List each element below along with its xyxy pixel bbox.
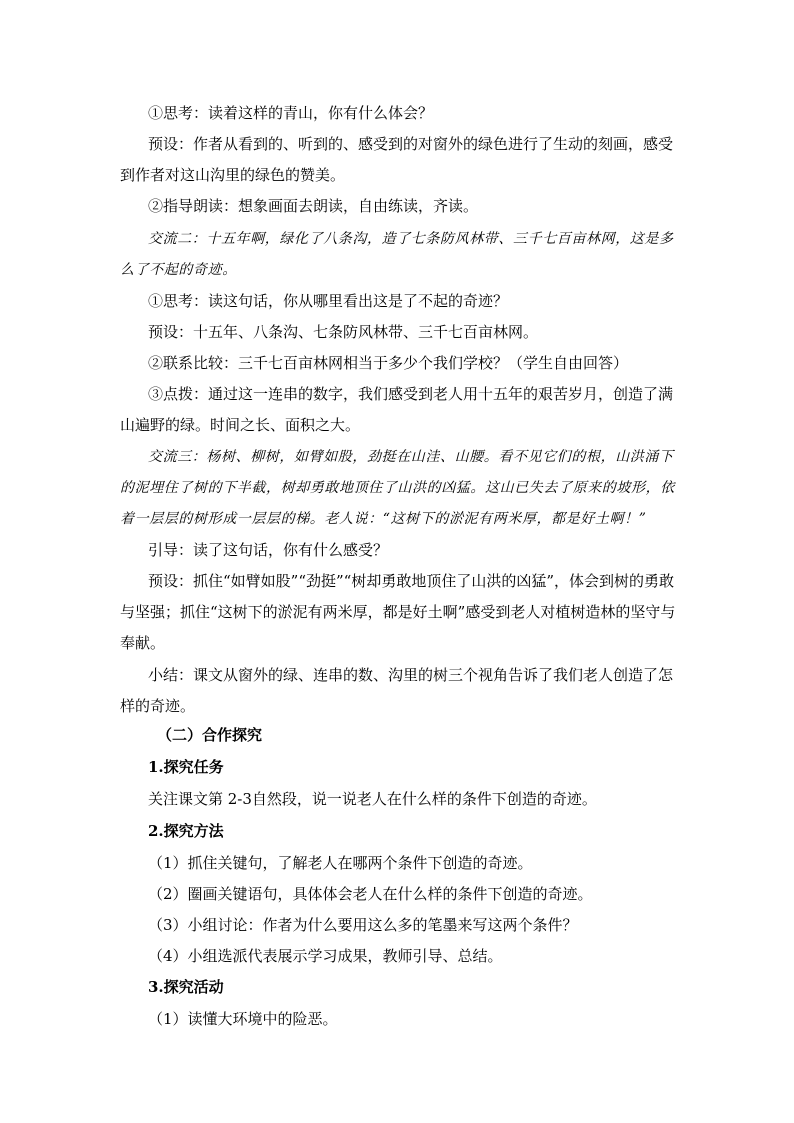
paragraph-exchange-2: 交流二：十五年啊，绿化了八条沟，造了七条防风林带、三千七百亩林网，这是多么了不起的奇迹。 — [120, 231, 674, 278]
paragraph-guide-reading: ②指导朗读：想象画面去朗读，自由练读，齐读。 — [148, 197, 479, 215]
task-text: 关注课文第 2-3自然段，说一说老人在什么样的条件下创造的奇迹。 — [148, 790, 597, 808]
paragraph-preset-2: 预设：十五年、八条沟、七条防风林带、三千七百亩林网。 — [148, 323, 539, 341]
paragraph-think-1: ①思考：读着这样的青山，你有什么体会？ — [148, 104, 434, 122]
method-item-2: （2）圈画关键语句，具体体会老人在什么样的条件下创造的奇迹。 — [148, 885, 593, 903]
paragraph-think-2: ①思考：读这句话，你从哪里看出这是了不起的奇迹？ — [148, 292, 509, 310]
paragraph-guide: 引导：读了这句话，你有什么感受？ — [148, 541, 389, 559]
activity-item-1: （1）读懂大环境中的险恶。 — [148, 1010, 338, 1028]
paragraph-summary: 小结：课文从窗外的绿、连串的数、沟里的树三个视角告诉了我们老人创造了怎样的奇迹。 — [120, 666, 674, 715]
method-heading: 2.探究方法 — [148, 822, 224, 840]
method-item-1: （1）抓住关键句，了解老人在哪两个条件下创造的奇迹。 — [148, 854, 533, 872]
paragraph-preset-3: 预设：抓住“如臂如股”“劲挺”“树却勇敢地顶住了山洪的凶猛”，体会到树的勇敢与坚强；抓住“这树下的淤泥有两米厚，都是好土啊”感受到老人对植树造林的坚守与奉献。 — [120, 572, 676, 652]
paragraph-exchange-3: 交流三：杨树、柳树，如臂如股，劲挺在山洼、山腰。看不见它们的根，山洪涌下的泥埋住了树的下半截，树却勇敢地顶住了山洪的凶猛。这山已失去了原来的坡形，依着一层层的树形成一层层的梯。老人说：“这树下的淤泥有两米厚，都是好土啊！” — [120, 449, 675, 527]
activity-heading: 3.探究活动 — [148, 978, 224, 996]
paragraph-compare: ②联系比较：三千七百亩林网相当于多少个我们学校？（学生自由回答） — [148, 354, 629, 372]
task-heading: 1.探究任务 — [148, 758, 224, 776]
paragraph-preset-1: 预设：作者从看到的、听到的、感受到的对窗外的绿色进行了生动的刻画，感受到作者对这山沟里的绿色的赞美。 — [120, 135, 674, 184]
method-item-4: （4）小组选派代表展示学习成果，教师引导、总结。 — [148, 947, 503, 965]
paragraph-hint: ③点拨：通过这一连串的数字，我们感受到老人用十五年的艰苦岁月，创造了满山遍野的绿。时间之长、面积之大。 — [120, 385, 674, 434]
method-item-3: （3）小组讨论：作者为什么要用这么多的笔墨来写这两个条件？ — [148, 916, 578, 934]
section-title: （二）合作探究 — [157, 726, 263, 744]
